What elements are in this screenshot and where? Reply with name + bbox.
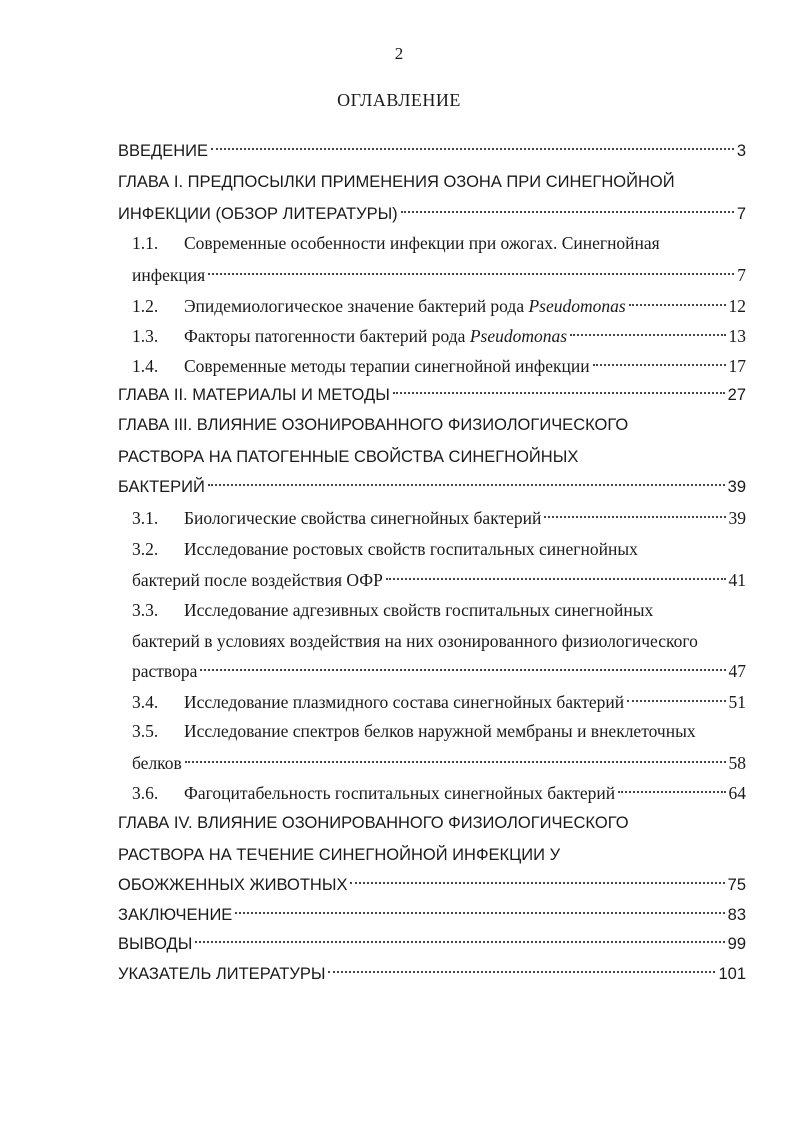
toc-entry-1-4[interactable]: 1.4. Современные методы терапии синегнойной инфекции 17 bbox=[132, 356, 746, 376]
toc-entry-3-3-cont[interactable]: бактерий в условиях воздействия на них озонированного физиологического bbox=[132, 631, 698, 651]
toc-entry-3-5[interactable]: 3.5. Исследование спектров белков наружной мембраны и внеклеточных bbox=[132, 721, 696, 741]
toc-entry-chapter-2[interactable]: ГЛАВА II. МАТЕРИАЛЫ И МЕТОДЫ 27 bbox=[118, 386, 746, 404]
dot-leader bbox=[618, 791, 725, 793]
toc-entry-findings[interactable]: ВЫВОДЫ 99 bbox=[118, 935, 746, 953]
toc-entry-3-3[interactable]: 3.3. Исследование адгезивных свойств госпитальных синегнойных bbox=[132, 600, 654, 620]
dot-leader bbox=[593, 364, 726, 366]
toc-entry-3-3-cont2[interactable]: раствора 47 bbox=[132, 661, 746, 681]
dot-leader bbox=[211, 148, 734, 150]
dot-leader bbox=[235, 912, 724, 914]
toc-entry-chapter-4[interactable]: ГЛАВА IV. ВЛИЯНИЕ ОЗОНИРОВАННОГО ФИЗИОЛОГИЧЕСКОГО bbox=[118, 814, 629, 832]
toc-entry-1-3[interactable]: 1.3. Факторы патогенности бактерий рода Pseudomonas 13 bbox=[132, 326, 746, 346]
dot-leader bbox=[386, 578, 726, 580]
dot-leader bbox=[208, 484, 725, 486]
toc-entry-chapter-3-cont2[interactable]: БАКТЕРИЙ 39 bbox=[118, 478, 746, 496]
dot-leader bbox=[328, 971, 715, 973]
dot-leader bbox=[208, 273, 734, 275]
toc-entry-1-1-cont[interactable]: инфекция 7 bbox=[132, 265, 746, 285]
toc-entry-3-1[interactable]: 3.1. Биологические свойства синегнойных бактерий 39 bbox=[132, 508, 746, 528]
dot-leader bbox=[393, 392, 725, 394]
toc-entry-chapter-4-cont[interactable]: РАСТВОРА НА ТЕЧЕНИЕ СИНЕГНОЙНОЙ ИНФЕКЦИИ У bbox=[118, 846, 561, 864]
toc-entry-chapter-4-cont2[interactable]: ОБОЖЖЕННЫХ ЖИВОТНЫХ 75 bbox=[118, 876, 746, 894]
dot-leader bbox=[544, 516, 725, 518]
toc-entry-3-6[interactable]: 3.6. Фагоцитабельность госпитальных синегнойных бактерий 64 bbox=[132, 783, 746, 803]
page-number: 2 bbox=[394, 44, 404, 63]
dot-leader bbox=[185, 761, 726, 763]
toc-entry-introduction[interactable]: ВВЕДЕНИЕ 3 bbox=[118, 142, 746, 160]
dot-leader bbox=[195, 941, 724, 943]
toc-entry-chapter-1-cont[interactable]: ИНФЕКЦИИ (ОБЗОР ЛИТЕРАТУРЫ) 7 bbox=[118, 205, 746, 223]
toc-entry-3-5-cont[interactable]: белков 58 bbox=[132, 753, 746, 773]
dot-leader bbox=[570, 334, 725, 336]
toc-entry-1-2[interactable]: 1.2. Эпидемиологическое значение бактерий рода Pseudomonas 12 bbox=[132, 296, 746, 316]
toc-entry-chapter-3[interactable]: ГЛАВА III. ВЛИЯНИЕ ОЗОНИРОВАННОГО ФИЗИОЛОГИЧЕСКОГО bbox=[118, 416, 629, 434]
toc-entry-conclusion[interactable]: ЗАКЛЮЧЕНИЕ 83 bbox=[118, 906, 746, 924]
dot-leader bbox=[401, 211, 734, 213]
dot-leader bbox=[200, 669, 725, 671]
toc-entry-3-2-cont[interactable]: бактерий после воздействия ОФР 41 bbox=[132, 570, 746, 590]
page-title: ОГЛАВЛЕНИЕ bbox=[337, 90, 461, 110]
toc-entry-bibliography[interactable]: УКАЗАТЕЛЬ ЛИТЕРАТУРЫ 101 bbox=[118, 965, 746, 983]
toc-entry-chapter-3-cont[interactable]: РАСТВОРА НА ПАТОГЕННЫЕ СВОЙСТВА СИНЕГНОЙНЫХ bbox=[118, 448, 579, 466]
toc-entry-3-4[interactable]: 3.4. Исследование плазмидного состава синегнойных бактерий 51 bbox=[132, 692, 746, 712]
dot-leader bbox=[350, 882, 724, 884]
toc-entry-3-2[interactable]: 3.2. Исследование ростовых свойств госпитальных синегнойных bbox=[132, 539, 638, 559]
toc-entry-1-1[interactable]: 1.1. Современные особенности инфекции при ожогах. Синегнойная bbox=[132, 233, 660, 253]
dot-leader bbox=[627, 700, 725, 702]
toc-entry-chapter-1[interactable]: ГЛАВА I. ПРЕДПОСЫЛКИ ПРИМЕНЕНИЯ ОЗОНА ПРИ СИНЕГНОЙНОЙ bbox=[118, 173, 675, 191]
dot-leader bbox=[629, 304, 726, 306]
